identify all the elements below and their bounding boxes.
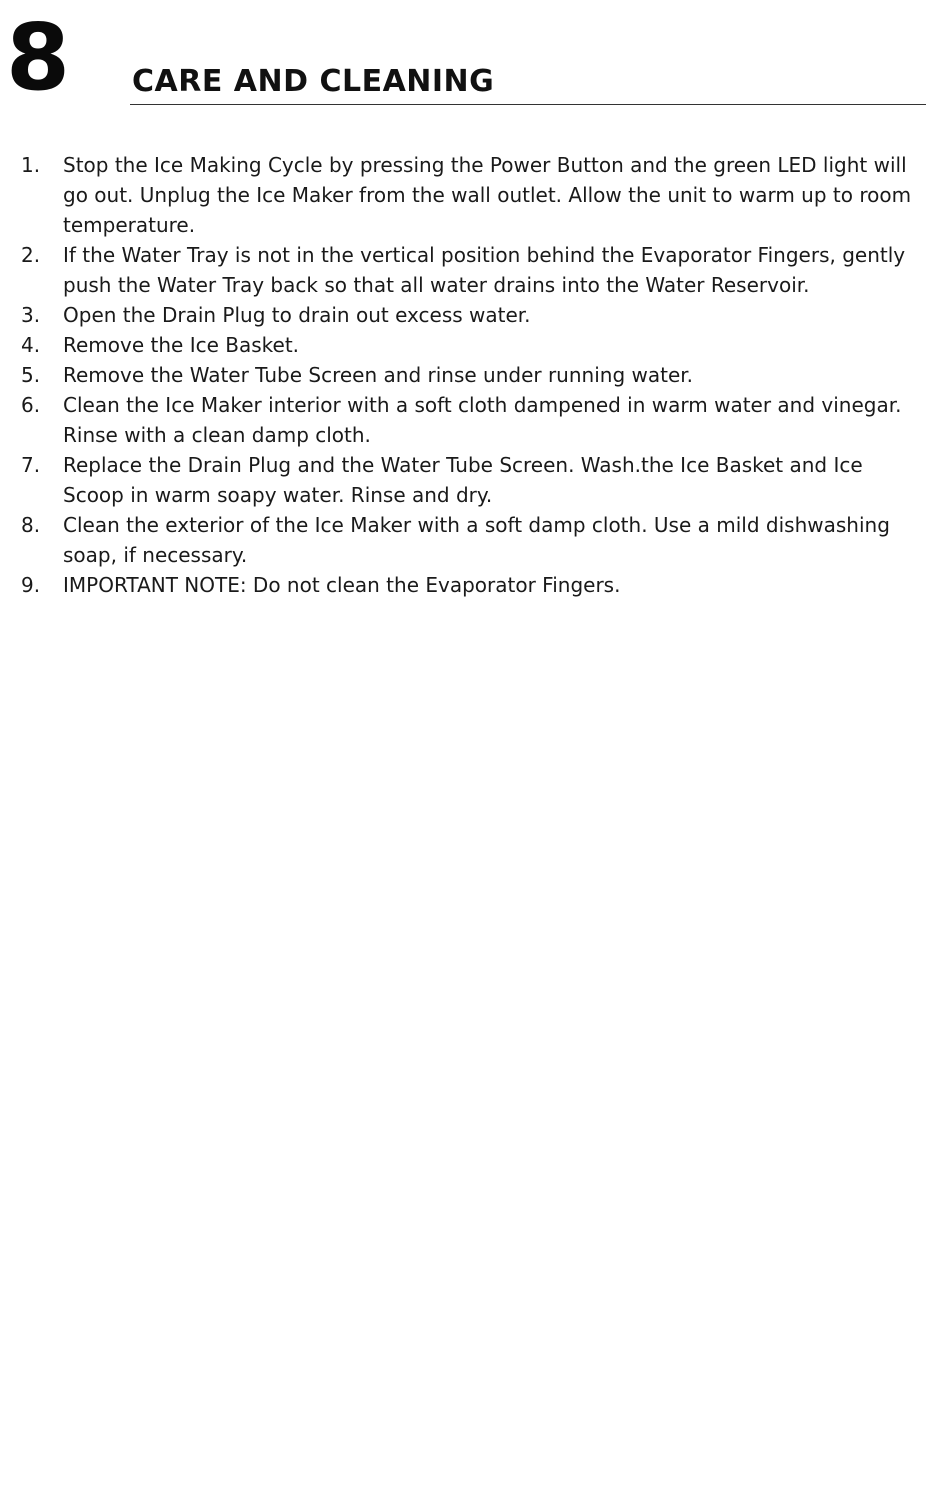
step-number: 8. (21, 513, 41, 537)
title-divider (130, 104, 926, 105)
chapter-number: 8 (6, 4, 69, 111)
step-item (0, 330, 920, 360)
step-text: Remove the Ice Basket. (63, 333, 300, 357)
step-number: 7. (21, 453, 41, 477)
step-text: Stop the Ice Making Cycle by pressing the Power Button and the green LED light will go out. Unplug the Ice Maker from the wall outlet. Allow the unit to warm up to room temperature. (63, 153, 912, 237)
step-number: 3. (21, 303, 41, 327)
step-text: Clean the exterior of the Ice Maker with a soft damp cloth. Use a mild dishwashing soap, if necessary. (63, 513, 890, 567)
step-text: Remove the Water Tube Screen and rinse under running water. (63, 363, 693, 387)
section-title: CARE AND CLEANING (132, 64, 495, 99)
step-item (0, 450, 920, 510)
step-number: 4. (21, 333, 41, 357)
step-text: IMPORTANT NOTE: Do not clean the Evaporator Fingers. (63, 573, 621, 597)
step-item (0, 510, 920, 570)
step-text: If the Water Tray is not in the vertical position behind the Evaporator Fingers, gently push the Water Tray back so that all water drains into the Water Reservoir. (63, 243, 906, 297)
step-number: 9. (21, 573, 41, 597)
step-item (0, 390, 920, 450)
cleaning-steps-list (0, 150, 920, 600)
step-item (0, 240, 920, 300)
step-number: 2. (21, 243, 41, 267)
step-text: Replace the Drain Plug and the Water Tube Screen. Wash.the Ice Basket and Ice Scoop in warm soapy water. Rinse and dry. (63, 453, 863, 507)
step-item (0, 150, 920, 240)
step-number: 5. (21, 363, 41, 387)
step-item (0, 300, 920, 330)
step-number: 1. (21, 153, 41, 177)
step-text: Clean the Ice Maker interior with a soft cloth dampened in warm water and vinegar. Rinse with a clean damp cloth. (63, 393, 902, 447)
step-item (0, 360, 920, 390)
step-text: Open the Drain Plug to drain out excess water. (63, 303, 531, 327)
step-number: 6. (21, 393, 41, 417)
step-item (0, 570, 920, 600)
